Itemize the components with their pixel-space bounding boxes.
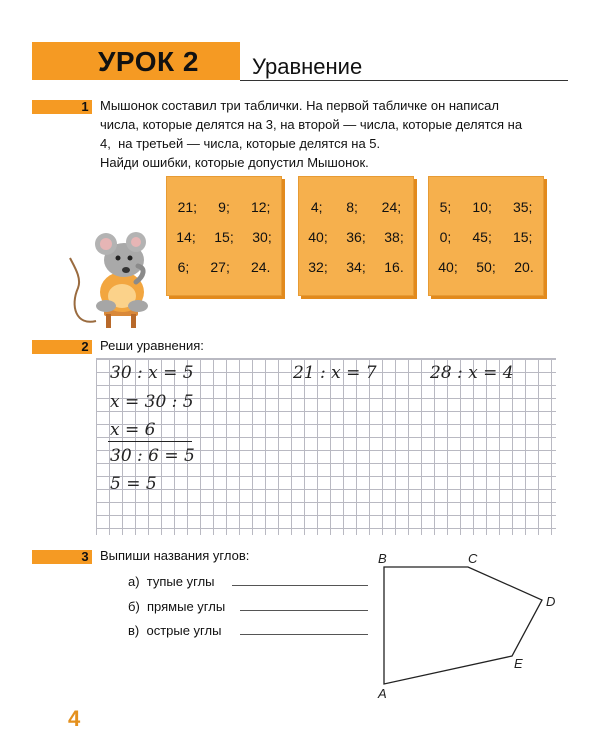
equation-1: 30 : x = 5 — [110, 363, 194, 383]
vertex-label-b: B — [378, 551, 387, 566]
cell: 34; — [346, 259, 366, 275]
cell: 10; — [472, 199, 492, 215]
cell: 8; — [346, 199, 358, 215]
vertex-label-e: E — [514, 656, 523, 671]
cell: 0; — [439, 229, 452, 245]
answer-line-acute[interactable] — [240, 634, 368, 635]
task1-line-1: Мышонок составил три таблички. На первой табличке он написал — [100, 98, 499, 113]
cell: 6; — [177, 259, 190, 275]
cell: 15; — [214, 229, 234, 245]
task3-prompt: Выпиши названия углов: — [100, 548, 250, 563]
task1-line-4: Найди ошибки, которые допустил Мышонок. — [100, 155, 369, 170]
cell: 9; — [218, 199, 230, 215]
mouse-illustration — [66, 226, 166, 332]
task1-line-3: 4, на третьей — числа, которые делятся на 5. — [100, 136, 381, 151]
cell: 14; — [176, 229, 196, 245]
answer-line-obtuse[interactable] — [232, 585, 368, 586]
cell: 15; — [512, 229, 533, 245]
number-table-1 — [166, 176, 282, 296]
solution-check: 30 : 6 = 5 — [110, 446, 195, 466]
title-underline — [240, 80, 568, 81]
task1-line-2: числа, которые делятся на 3, на второй — числа, которые делятся на — [100, 117, 523, 132]
vertex-label-d: D — [546, 594, 556, 609]
vertex-label-a: A — [378, 686, 387, 701]
solution-step-1: x = 30 : 5 — [110, 392, 194, 412]
cell: 4; — [310, 199, 323, 215]
cell: 40; — [438, 259, 458, 275]
answer-line-right[interactable] — [240, 610, 368, 611]
cell: 30; — [252, 229, 272, 245]
cell: 20. — [514, 259, 534, 275]
task1-marker-bar — [32, 100, 78, 114]
task1-number: 1 — [78, 100, 92, 114]
number-table-2 — [298, 176, 414, 296]
pentagon-figure — [380, 560, 550, 690]
cell: 16. — [384, 259, 404, 275]
equation-3: 28 : x = 4 — [430, 363, 514, 383]
lesson-label: УРОК 2 — [98, 46, 199, 77]
number-table-3 — [428, 176, 544, 296]
task2-number: 2 — [78, 340, 92, 354]
answer-label-obtuse: а) тупые углы — [128, 574, 215, 589]
cell: 32; — [308, 259, 328, 275]
task2-prompt: Реши уравнения: — [100, 338, 204, 353]
page-number: 4 — [68, 706, 81, 731]
cell: 38; — [384, 229, 404, 245]
cell: 27; — [210, 259, 230, 275]
lesson-title: Уравнение — [252, 54, 363, 79]
task3-marker-bar — [32, 550, 78, 564]
cell: 45; — [472, 229, 492, 245]
solution-step-2: x = 6 — [110, 420, 156, 440]
task3-number: 3 — [78, 550, 92, 564]
cell: 5; — [439, 199, 452, 215]
cell: 24. — [250, 259, 271, 275]
answer-label-acute: в) острые углы — [128, 623, 222, 638]
answer-label-right: б) прямые углы — [128, 599, 226, 614]
cell: 24; — [381, 199, 402, 215]
cell: 21; — [177, 199, 198, 215]
solution-result: 5 = 5 — [110, 474, 157, 494]
cell: 40; — [308, 229, 328, 245]
cell: 36; — [346, 229, 366, 245]
vertex-label-c: C — [468, 551, 478, 566]
solution-divider — [108, 441, 192, 442]
equation-2: 21 : x = 7 — [293, 363, 377, 383]
cell: 12; — [250, 199, 271, 215]
task2-marker-bar — [32, 340, 78, 354]
cell: 50; — [476, 259, 496, 275]
cell: 35; — [512, 199, 533, 215]
